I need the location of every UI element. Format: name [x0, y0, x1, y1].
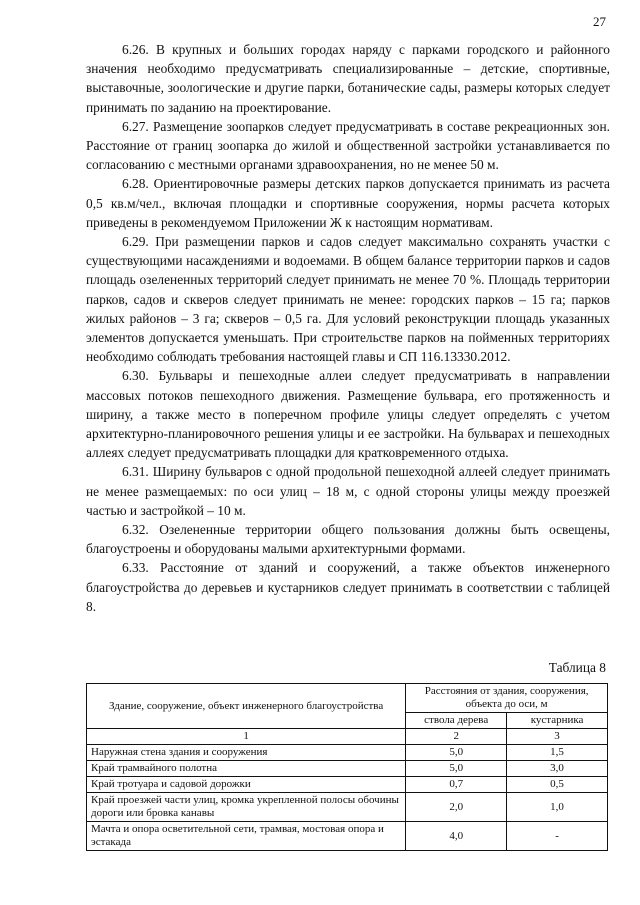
page-number: 27	[593, 14, 606, 29]
tree-distance-cell: 5,0	[406, 761, 507, 777]
paragraph-6-28: 6.28. Ориентировочные размеры детских парков допускается принимать из расчета 0,5 кв.м/чел., включая площадки и спортивные сооружения, нормы расчета которых приведены в рекомендуемом Приложении Ж к настоящим нормативам.	[86, 176, 610, 230]
tree-distance-cell: 2,0	[406, 793, 507, 822]
object-cell: Мачта и опора осветительной сети, трамвая, мостовая опора и эстакада	[87, 822, 406, 851]
object-cell: Край трамвайного полотна	[87, 761, 406, 777]
paragraph-6-29: 6.29. При размещении парков и садов следует максимально сохранять участки с существующими насаждениями и водоемами. В общем балансе территории парков и садов площадь озелененных территорий следует принимать не менее 70 %. Площадь территории парков, садов и скверов следует принимать не менее: городских парков – 15 га; парков жилых районов – 3 га; скверов – 0,5 га. Для условий реконструкции площадь указанных элементов допускается уменьшать. При строительстве парков на пойменных территориях необходимо соблюдать требования настоящей главы и СП 116.13330.2012.	[86, 234, 610, 365]
shrub-distance-cell: -	[507, 822, 608, 851]
table-row	[87, 761, 608, 777]
shrub-distance-cell: 1,0	[507, 793, 608, 822]
table-row	[87, 745, 608, 761]
header-distance-group: Расстояния от здания, сооружения, объекта до оси, м	[406, 684, 608, 713]
paragraph-6-27: 6.27. Размещение зоопарков следует предусматривать в составе рекреационных зон. Расстояние от границ зоопарка до жилой и общественной застройки устанавливается по согласованию с местными органами здравоохранения, но не менее 50 м.	[86, 118, 610, 173]
column-number: 1	[87, 729, 406, 745]
shrub-distance-cell: 0,5	[507, 777, 608, 793]
header-shrub: кустарника	[507, 713, 608, 729]
object-cell: Край тротуара и садовой дорожки	[87, 777, 406, 793]
header-object: Здание, сооружение, объект инженерного благоустройства	[87, 684, 406, 729]
paragraph-6-26: 6.26. В крупных и больших городах наряду с парками городского и районного значения необходимо предусматривать специализированные – детские, спортивные, выставочные, зоологические и другие парки, ботанические сады, размеры которых следует принимать по заданию на проектирование.	[86, 42, 610, 115]
table-caption: Таблица 8	[548, 660, 606, 675]
tree-distance-cell: 5,0	[406, 745, 507, 761]
distance-table	[86, 683, 608, 851]
paragraph-6-32: 6.32. Озелененные территории общего пользования должны быть освещены, благоустроены и оборудованы малыми архитектурными формами.	[86, 522, 610, 557]
table-header-row	[87, 684, 608, 713]
column-number: 3	[507, 729, 608, 745]
shrub-distance-cell: 3,0	[507, 761, 608, 777]
table-row	[87, 793, 608, 822]
shrub-distance-cell: 1,5	[507, 745, 608, 761]
object-cell: Наружная стена здания и сооружения	[87, 745, 406, 761]
paragraph-6-31: 6.31. Ширину бульваров с одной продольной пешеходной аллеей следует принимать не менее размещаемых: по оси улиц – 18 м, с одной стороны улицы между проезжей частью и застройкой – 10 м.	[86, 464, 610, 518]
body-text	[86, 40, 610, 616]
object-cell: Край проезжей части улиц, кромка укрепленной полосы обочины дороги или бровка канавы	[87, 793, 406, 822]
header-tree: ствола дерева	[406, 713, 507, 729]
table-number-row	[87, 729, 608, 745]
paragraph-6-30: 6.30. Бульвары и пешеходные аллеи следует предусматривать в направлении массовых потоков пешеходного движения. Размещение бульвара, его протяженность и ширину, а также место в поперечном профиле улицы следует определять с учетом архитектурно-планировочного решения улицы и ее застройки. На бульварах и пешеходных аллеях следует предусматривать площадки для кратковременного отдыха.	[86, 368, 610, 461]
table-row	[87, 822, 608, 851]
paragraph-6-33: 6.33. Расстояние от зданий и сооружений, а также объектов инженерного благоустройства до деревьев и кустарников следует принимать в соответствии с таблицей 8.	[86, 560, 610, 614]
tree-distance-cell: 4,0	[406, 822, 507, 851]
table-row	[87, 777, 608, 793]
column-number: 2	[406, 729, 507, 745]
tree-distance-cell: 0,7	[406, 777, 507, 793]
